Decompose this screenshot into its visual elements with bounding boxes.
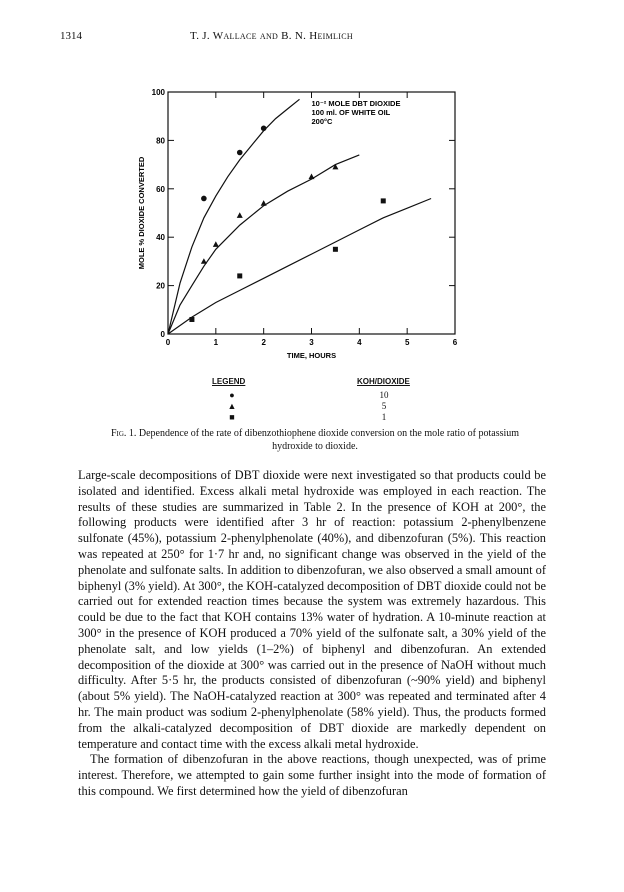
caption-label: Fig. 1. xyxy=(110,428,137,439)
data-point-triangle xyxy=(309,174,315,180)
x-tick-label: 3 xyxy=(309,338,314,347)
legend-symbol: ■ xyxy=(229,412,235,422)
data-point-square xyxy=(237,273,242,278)
data-point-triangle xyxy=(237,212,243,218)
legend-ratio-value: 5 xyxy=(381,401,387,411)
y-axis-label: MOLE % DIOXIDE CONVERTED xyxy=(137,156,146,270)
data-point-triangle xyxy=(213,241,219,247)
data-point-square xyxy=(333,247,338,252)
data-point-triangle xyxy=(201,258,207,264)
x-axis-label: TIME, HOURS xyxy=(286,351,337,360)
caption-text: Dependence of the rate of dibenzothiophene dioxide conversion on the mole ratio of potassium hydroxide to dioxide. xyxy=(138,428,520,452)
data-point-square xyxy=(381,198,386,203)
fit-curve-10 xyxy=(168,99,300,334)
x-tick-label: 4 xyxy=(357,338,362,347)
data-points xyxy=(189,126,385,322)
legend-ratio-value: 10 xyxy=(379,390,389,400)
data-point-circle xyxy=(237,150,243,156)
plot-frame xyxy=(168,92,455,334)
x-tick-label: 6 xyxy=(452,338,458,347)
fit-curves xyxy=(168,99,431,334)
x-tick-label: 1 xyxy=(213,338,219,347)
annotation-line: 200°C xyxy=(311,117,333,126)
legend-ratio-header: KOH/DIOXIDE xyxy=(357,377,410,386)
legend-ratio-value: 1 xyxy=(381,412,387,422)
y-tick-label: 100 xyxy=(151,88,165,97)
fit-curve-1 xyxy=(168,199,431,335)
y-tick-label: 40 xyxy=(156,233,165,243)
y-tick-label: 20 xyxy=(156,281,165,291)
running-head: T. J. Wallace and B. N. Heimlich xyxy=(190,30,353,42)
data-point-triangle xyxy=(261,200,267,206)
data-point-circle xyxy=(261,126,267,132)
y-tick-label: 80 xyxy=(156,136,165,146)
figure-caption xyxy=(95,427,535,453)
data-point-square xyxy=(189,317,194,322)
plot-border xyxy=(168,92,455,334)
x-tick-label: 5 xyxy=(404,338,410,347)
annotation-line: 10⁻² MOLE DBT DIOXIDE xyxy=(311,99,401,108)
x-tick-label: 0 xyxy=(165,338,171,347)
legend-header: LEGEND xyxy=(212,377,246,386)
data-point-triangle xyxy=(332,164,338,170)
axis-labels xyxy=(137,156,336,360)
axis-ticks xyxy=(152,88,458,347)
legend-symbol: ● xyxy=(229,390,235,400)
x-tick-label: 2 xyxy=(261,338,266,347)
y-tick-label: 0 xyxy=(160,330,165,339)
page-number: 1314 xyxy=(60,30,82,42)
paragraph: Large-scale decompositions of DBT dioxide were next investigated so that products could be isolated and identified. Excess alkali metal hydroxide was employed in each reaction. The results of these studies are summarized in Table 2. In the presence of KOH at 200°, the following products were identified after 3 hr of reaction: potassium 2-phenylbenzene sulfonate (45%), potassium 2-phenylphenolate (40%), and dibenzofuran (5%). This reaction was repeated at 250° for 1·7 hr and, no significant change was observed in the yield of the phenolate and sulfonate salts. In addition to dibenzofuran, we also observed a small amount of biphenyl (3% yield). At 300°, the KOH-catalyzed decomposition of DBT dioxide could not be carried out for extended reaction times because the system was extremely hazardous. This could be due to the fact that KOH contains 13% water of hydration. A 10-minute reaction at 300° in the presence of KOH produced a 70% yield of the sulfonate salt, a 30% yield of the phenolate salt, and low yields (1–2%) of biphenyl and dibenzofuran. An extended decomposition of the dioxide at 300° was carried out in the presence of NaOH without much difficulty. After 5·5 hr, the products consisted of dibenzofuran (~90% yield) and biphenyl (about 5% yield). The NaOH-catalyzed reaction at 300° was repeated and terminated after 4 hr. The main product was sodium 2-phenylphenolate (58% yield). Thus, the products formed from the alkali-catalyzed decomposition of DBT dioxide are markedly dependent on temperature and contact time with the excess alkali metal hydroxide. xyxy=(78,468,546,751)
annotation-line: 100 ml. OF WHITE OIL xyxy=(311,108,391,117)
data-point-circle xyxy=(201,196,207,202)
paragraph: The formation of dibenzofuran in the above reactions, though unexpected, was of prime interest. Therefore, we attempted to gain some further insight into the mode of formation of this compound. We first determined how the yield of dibenzofuran xyxy=(78,752,546,798)
body-text xyxy=(78,468,546,800)
figure-chart xyxy=(130,82,470,362)
chart-annotation xyxy=(312,99,401,126)
legend-symbol: ▲ xyxy=(227,401,237,411)
y-tick-label: 60 xyxy=(156,184,165,194)
